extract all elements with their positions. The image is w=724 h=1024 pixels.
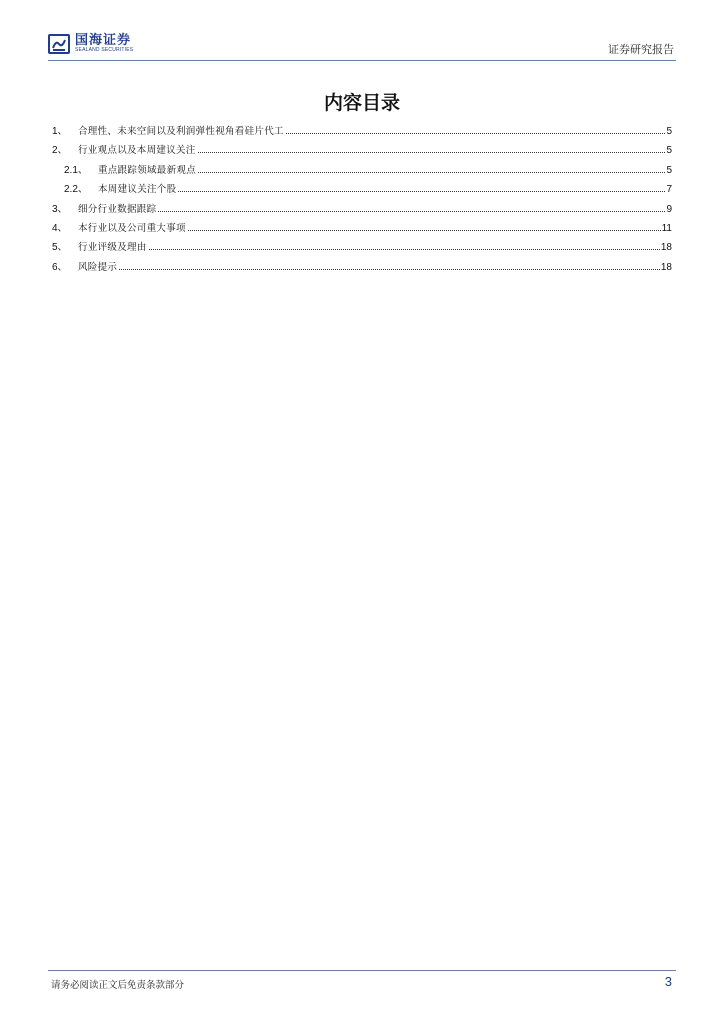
toc-entry-number: 2、	[52, 145, 68, 157]
leader-dots	[178, 191, 665, 192]
toc-entry[interactable]	[52, 200, 672, 219]
sealand-logo-icon	[48, 34, 70, 54]
toc-title: 内容目录	[323, 92, 400, 114]
toc-entry-label: 本周建议关注个股	[98, 184, 177, 196]
leader-dots	[119, 269, 660, 270]
toc-entry-number: 5、	[52, 242, 68, 254]
toc-entry-page: 7	[666, 184, 672, 196]
toc-entry-label: 行业观点以及本周建议关注	[78, 145, 196, 157]
toc-subentry[interactable]	[52, 161, 672, 180]
leader-dots	[198, 152, 666, 153]
toc-entry-label: 合理性、未来空间以及利润弹性视角看硅片代工	[78, 126, 284, 137]
toc-entry-page: 5	[666, 126, 672, 137]
toc-entry-label: 风险提示	[78, 261, 118, 273]
disclaimer-note: 请务必阅读正文后免责条款部分	[51, 980, 185, 991]
report-type-label: 证券研究报告	[608, 43, 674, 56]
toc-entry[interactable]	[52, 122, 672, 141]
toc-entry[interactable]	[52, 141, 672, 160]
page-footer	[48, 970, 676, 991]
leader-dots	[188, 230, 661, 231]
leader-dots	[149, 249, 660, 250]
toc-entry[interactable]	[52, 219, 672, 238]
toc-entry-number: 1、	[52, 126, 68, 137]
toc-entry-label: 细分行业数据跟踪	[78, 203, 157, 215]
logo-chinese-name: 国海证券	[75, 33, 132, 48]
leader-dots	[286, 133, 666, 134]
page-header	[48, 30, 676, 61]
toc-entry-page: 5	[666, 164, 672, 176]
toc-entry-page: 9	[666, 203, 672, 215]
toc-entry-number: 2.1、	[64, 164, 88, 176]
leader-dots	[198, 172, 665, 173]
toc-entry-page: 11	[661, 222, 672, 234]
toc-entry-label: 本行业以及公司重大事项	[78, 222, 186, 234]
logo-english-name: SEALAND SECURITIES	[75, 47, 134, 53]
toc-entry-number: 4、	[52, 222, 68, 234]
toc-entry-number: 3、	[52, 203, 68, 215]
page-number: 3	[664, 974, 672, 989]
toc-entry[interactable]	[52, 258, 672, 277]
leader-dots	[158, 211, 665, 212]
toc-entry[interactable]	[52, 238, 672, 257]
toc-entry-page: 5	[666, 145, 672, 157]
toc-entry-number: 6、	[52, 261, 68, 273]
table-of-contents	[52, 122, 672, 277]
toc-entry-page: 18	[660, 261, 672, 273]
toc-entry-label: 行业评级及理由	[78, 242, 147, 254]
toc-entry-number: 2.2、	[64, 184, 88, 196]
toc-subentry[interactable]	[52, 180, 672, 199]
company-logo	[48, 34, 133, 54]
toc-entry-label: 重点跟踪领域最新观点	[98, 164, 197, 176]
toc-entry-page: 18	[660, 242, 672, 254]
